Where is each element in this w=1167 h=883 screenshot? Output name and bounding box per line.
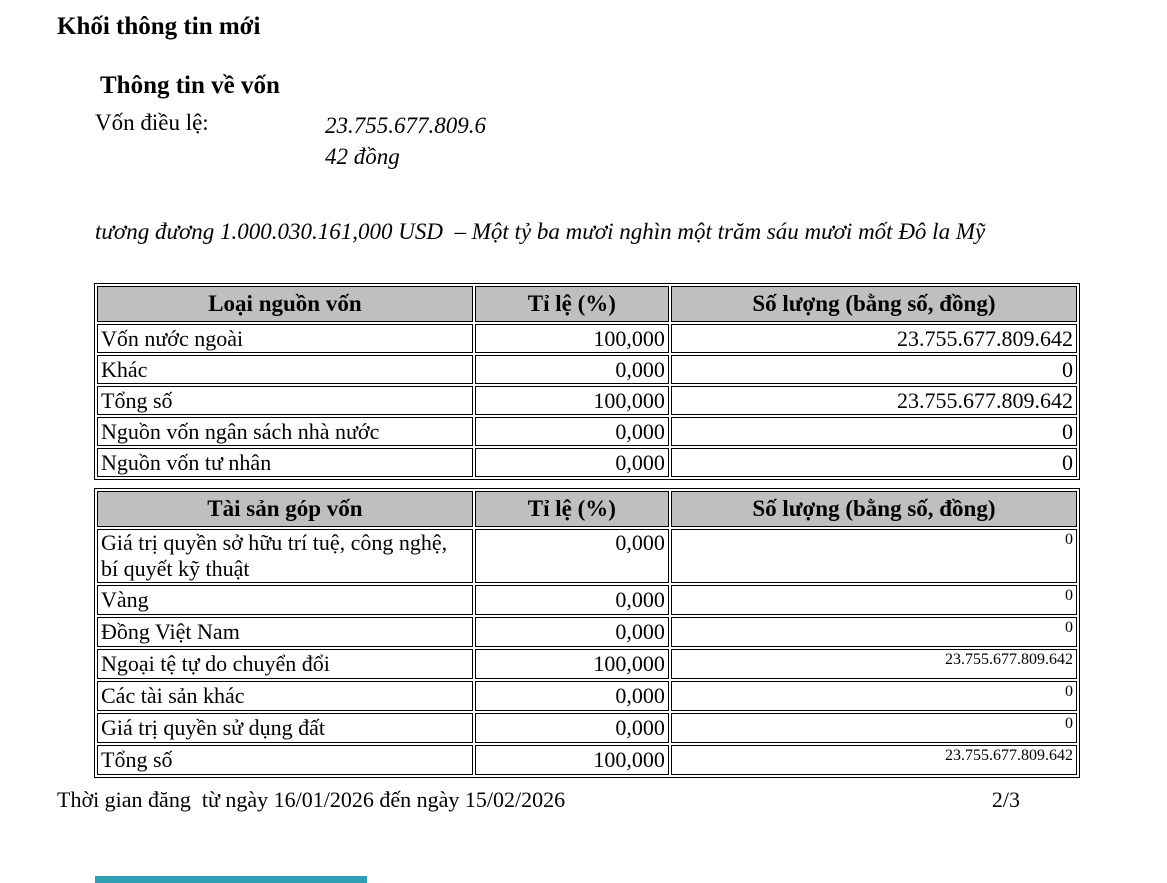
asset-amount: 0 bbox=[671, 585, 1077, 615]
asset-label: Giá trị quyền sở hữu trí tuệ, công nghệ, bí quyết kỹ thuật bbox=[97, 529, 473, 583]
asset-amount: 0 bbox=[671, 529, 1077, 583]
asset-amount: 0 bbox=[671, 713, 1077, 743]
charter-capital-label: Vốn điều lệ: bbox=[95, 110, 209, 135]
asset-amount: 0 bbox=[671, 617, 1077, 647]
asset-amount: 23.755.677.809.642 bbox=[671, 649, 1077, 679]
table-row bbox=[97, 529, 1077, 583]
source-ratio: 0,000 bbox=[475, 448, 669, 477]
source-label: Nguồn vốn tư nhân bbox=[97, 448, 473, 477]
capital-tables bbox=[94, 283, 1080, 786]
table-row bbox=[97, 649, 1077, 679]
source-label: Vốn nước ngoài bbox=[97, 324, 473, 353]
source-ratio: 100,000 bbox=[475, 324, 669, 353]
table-row bbox=[97, 417, 1077, 446]
asset-ratio: 0,000 bbox=[475, 585, 669, 615]
charter-capital-value-line2: 42 đồng bbox=[325, 144, 400, 169]
source-ratio: 0,000 bbox=[475, 355, 669, 384]
source-amount: 0 bbox=[671, 355, 1077, 384]
table-row bbox=[97, 617, 1077, 647]
asset-label: Vàng bbox=[97, 585, 473, 615]
column-header: Loại nguồn vốn bbox=[97, 286, 473, 322]
column-header: Tỉ lệ (%) bbox=[475, 286, 669, 322]
asset-label: Các tài sản khác bbox=[97, 681, 473, 711]
asset-label: Giá trị quyền sử dụng đất bbox=[97, 713, 473, 743]
table-header-row bbox=[97, 491, 1077, 527]
asset-ratio: 0,000 bbox=[475, 713, 669, 743]
table-row bbox=[97, 713, 1077, 743]
capital-info-heading: Thông tin về vốn bbox=[100, 72, 280, 99]
capital-source-table bbox=[94, 283, 1080, 480]
asset-contribution-table bbox=[94, 488, 1080, 778]
table-row bbox=[97, 355, 1077, 384]
asset-label: Đồng Việt Nam bbox=[97, 617, 473, 647]
page-footer bbox=[0, 787, 1167, 813]
asset-ratio: 0,000 bbox=[475, 617, 669, 647]
column-header: Số lượng (bằng số, đồng) bbox=[671, 286, 1077, 322]
source-label: Nguồn vốn ngân sách nhà nước bbox=[97, 417, 473, 446]
charter-capital-row bbox=[95, 110, 585, 172]
source-label: Tổng số bbox=[97, 386, 473, 415]
source-amount: 23.755.677.809.642 bbox=[671, 386, 1077, 415]
column-header: Tài sản góp vốn bbox=[97, 491, 473, 527]
asset-ratio: 100,000 bbox=[475, 745, 669, 775]
asset-ratio: 0,000 bbox=[475, 529, 669, 583]
table-row bbox=[97, 745, 1077, 775]
asset-label: Tổng số bbox=[97, 745, 473, 775]
source-amount: 0 bbox=[671, 448, 1077, 477]
table-row bbox=[97, 386, 1077, 415]
table-row bbox=[97, 681, 1077, 711]
section-title: Khối thông tin mới bbox=[57, 13, 261, 40]
column-header: Số lượng (bằng số, đồng) bbox=[671, 491, 1077, 527]
column-header: Tỉ lệ (%) bbox=[475, 491, 669, 527]
table-row bbox=[97, 448, 1077, 477]
source-ratio: 0,000 bbox=[475, 417, 669, 446]
source-amount: 23.755.677.809.642 bbox=[671, 324, 1077, 353]
source-ratio: 100,000 bbox=[475, 386, 669, 415]
usd-equivalent-note: tương đương 1.000.030.161,000 USD – Một tỷ ba mươi nghìn một trăm sáu mươi mốt Đô la Mỹ bbox=[95, 219, 986, 244]
charter-capital-value-line1: 23.755.677.809.6 bbox=[325, 113, 486, 138]
asset-amount: 23.755.677.809.642 bbox=[671, 745, 1077, 775]
source-label: Khác bbox=[97, 355, 473, 384]
asset-label: Ngoại tệ tự do chuyển đổi bbox=[97, 649, 473, 679]
table-row bbox=[97, 324, 1077, 353]
asset-amount: 0 bbox=[671, 681, 1077, 711]
asset-ratio: 0,000 bbox=[475, 681, 669, 711]
posting-period: Thời gian đăng từ ngày 16/01/2026 đến ngày 15/02/2026 bbox=[57, 787, 566, 812]
table-header-row bbox=[97, 286, 1077, 322]
source-amount: 0 bbox=[671, 417, 1077, 446]
bottom-accent-bar bbox=[95, 876, 367, 883]
table-row bbox=[97, 585, 1077, 615]
asset-ratio: 100,000 bbox=[475, 649, 669, 679]
charter-capital-value bbox=[325, 110, 585, 172]
page-number: 2/3 bbox=[991, 787, 1020, 812]
